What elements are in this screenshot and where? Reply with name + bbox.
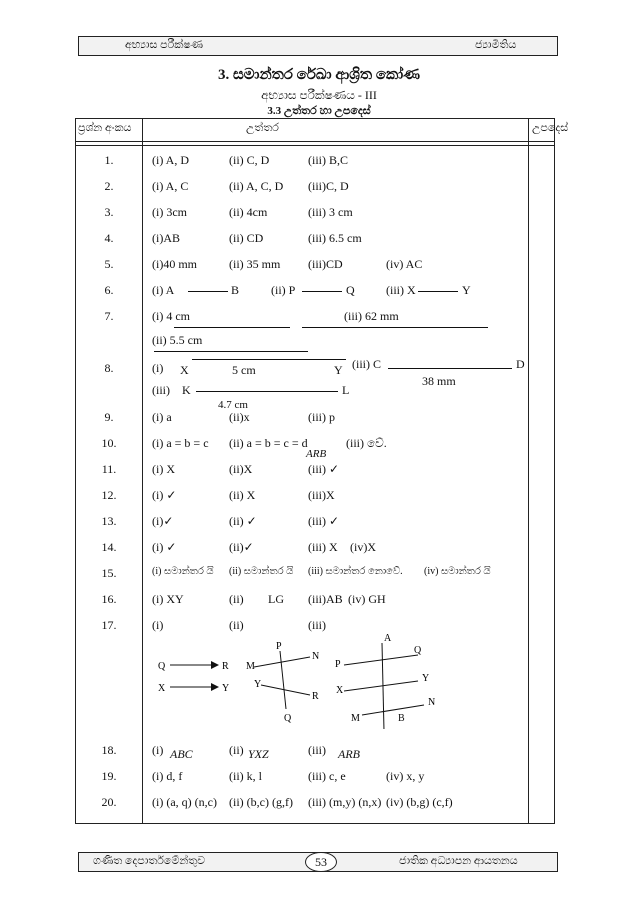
answer-text: 4.7 cm bbox=[218, 399, 248, 411]
answer-text: (ii) P bbox=[271, 283, 296, 297]
answer-text: 38 mm bbox=[422, 374, 456, 388]
answer-text: D bbox=[516, 357, 525, 371]
answer-text: (ii)X bbox=[229, 462, 253, 476]
table-row bbox=[76, 566, 554, 586]
answer-table bbox=[75, 118, 569, 824]
answer-text: (i)40 mm bbox=[152, 257, 197, 271]
answer-text: ARB bbox=[338, 747, 360, 761]
fig17-ii-line-yr bbox=[261, 685, 310, 695]
answer-text: X bbox=[180, 363, 189, 377]
answer-text: (ii) bbox=[229, 592, 244, 606]
question-number: 1. bbox=[104, 153, 114, 167]
question-number: 13. bbox=[101, 514, 117, 528]
question-number: 6. bbox=[104, 283, 114, 297]
answer-text: (ii) 35 mm bbox=[229, 257, 281, 271]
table-row bbox=[76, 795, 554, 815]
answer-text: (iv) AC bbox=[386, 257, 423, 271]
answer-text: (iv)X bbox=[350, 540, 376, 554]
answer-text: (i) (a, q) (n,c) bbox=[152, 795, 217, 809]
segment-xy-5cm bbox=[192, 359, 346, 360]
answer-text: LG bbox=[268, 592, 284, 606]
answer-text: (i) X bbox=[152, 462, 175, 476]
table-row bbox=[76, 743, 554, 763]
answer-text: (iii) ✓ bbox=[308, 462, 340, 476]
answer-text: (ii) bbox=[229, 618, 244, 632]
answer-text: (iv) GH bbox=[348, 592, 386, 606]
table-row bbox=[76, 231, 554, 251]
question-number: 11. bbox=[101, 462, 117, 476]
table-row bbox=[76, 592, 554, 612]
answer-text: Y bbox=[422, 673, 430, 684]
answer-text: (iii)C, D bbox=[308, 179, 349, 193]
answer-text: Q bbox=[284, 713, 292, 724]
segment-pq bbox=[302, 291, 342, 292]
question-number: 10. bbox=[101, 436, 117, 450]
page-footer bbox=[78, 852, 558, 872]
answer-text: X bbox=[336, 685, 344, 696]
table-row bbox=[76, 257, 554, 277]
answer-text: P bbox=[276, 641, 282, 652]
table-row bbox=[76, 153, 554, 173]
question-number: 19. bbox=[101, 769, 117, 783]
answer-text: B bbox=[231, 283, 240, 297]
question-number: 3. bbox=[104, 205, 114, 219]
answer-text: (iv) (b,g) (c,f) bbox=[386, 795, 453, 809]
question-number: 9. bbox=[104, 410, 114, 424]
question-number: 12. bbox=[101, 488, 117, 502]
table-row bbox=[76, 309, 554, 329]
question-number: 7. bbox=[104, 309, 114, 323]
answer-text: (i) A bbox=[152, 283, 175, 297]
question-number: 15. bbox=[101, 566, 117, 580]
answer-text: (i) 4 cm bbox=[152, 309, 190, 323]
answer-text: (i) 3cm bbox=[152, 205, 187, 219]
header-right: ජ්‍යාමිතිය bbox=[475, 39, 517, 51]
answer-text: (ii) X bbox=[229, 488, 256, 502]
segment-kl bbox=[196, 391, 338, 392]
col-answer: උත්තර bbox=[246, 122, 279, 134]
page-title: 3. සමාන්තර රේඛා ආශ්‍රිත කෝණ bbox=[217, 67, 421, 83]
answer-text: Q bbox=[414, 645, 422, 656]
answer-text: (i) a bbox=[152, 410, 172, 424]
answer-text: (iii) වේ. bbox=[346, 436, 387, 450]
answer-text: (iv) සමාන්තර යි bbox=[424, 566, 491, 577]
answer-text: 5 cm bbox=[232, 363, 256, 377]
answer-text: (iii) X bbox=[308, 540, 338, 554]
section-title: 3.3 උත්තර හා උපදෙස් bbox=[267, 105, 371, 117]
answer-text: (iii)X bbox=[308, 488, 335, 502]
fig17-iii-line-xy bbox=[344, 681, 418, 691]
answer-text: (iii)AB bbox=[308, 592, 343, 606]
question-number: 20. bbox=[101, 795, 117, 809]
answer-text: (ii) 4cm bbox=[229, 205, 268, 219]
question-number: 16. bbox=[101, 592, 117, 606]
answer-text: (i) a = b = c bbox=[152, 436, 209, 450]
answer-text: (i) A, D bbox=[152, 153, 189, 167]
answer-text: M bbox=[246, 661, 255, 672]
question-number: 18. bbox=[101, 743, 117, 757]
answer-text: Y bbox=[462, 283, 471, 297]
col-notes: උපදෙස් bbox=[532, 122, 569, 134]
header-left: අභ්‍යාස පරීක්ෂණ bbox=[125, 39, 204, 51]
answer-text: N bbox=[312, 651, 320, 662]
answer-text: (iii) bbox=[152, 383, 170, 397]
answer-text: (i) d, f bbox=[152, 769, 183, 783]
answer-text: (i) සමාන්තර යි bbox=[152, 566, 214, 577]
answer-text: A bbox=[384, 633, 392, 644]
segment-5-5cm bbox=[154, 351, 308, 352]
answer-text: (iii) ✓ bbox=[308, 514, 340, 528]
answer-text: (iii) (m,y) (n,x) bbox=[308, 795, 382, 809]
table-row bbox=[76, 357, 554, 388]
answer-text: M bbox=[351, 713, 360, 724]
answer-text: (ii) A, C, D bbox=[229, 179, 284, 193]
answer-text: (ii)x bbox=[229, 410, 250, 424]
table-row bbox=[76, 333, 554, 353]
question-number: 2. bbox=[104, 179, 114, 193]
answer-text: (iii) bbox=[308, 743, 326, 757]
footer-left: ගණිත දෙපාර්තමේන්තුව bbox=[93, 855, 206, 867]
fig17-ii-line-pq bbox=[280, 651, 286, 709]
fig17-iii-line-mn bbox=[362, 705, 424, 715]
answer-text: (ii)✓ bbox=[229, 540, 254, 554]
page-subtitle: අභ්‍යාස පරීක්ෂණය - III bbox=[261, 88, 377, 102]
answer-text: (i) ✓ bbox=[152, 488, 177, 502]
answer-text: (iii) c, e bbox=[308, 769, 346, 783]
answer-text: (i)AB bbox=[152, 231, 180, 245]
answer-text: (ii) 5.5 cm bbox=[152, 333, 203, 347]
answer-text: (iii) p bbox=[308, 410, 335, 424]
answer-text: (i) ✓ bbox=[152, 540, 177, 554]
answer-text: ARB bbox=[306, 448, 327, 460]
answer-text: (iii)CD bbox=[308, 257, 343, 271]
question-number: 17. bbox=[101, 618, 117, 632]
answer-text: (iii) bbox=[308, 618, 326, 632]
table-row bbox=[76, 436, 554, 460]
answer-text: (iii) C bbox=[352, 357, 381, 371]
fig17-i-label: R bbox=[222, 661, 229, 672]
fig17-i-label: X bbox=[158, 683, 166, 694]
table-row bbox=[76, 205, 554, 225]
answer-text: (iv) x, y bbox=[386, 769, 425, 783]
table-row bbox=[76, 410, 554, 430]
answer-text: (iii) 6.5 cm bbox=[308, 231, 362, 245]
answer-text: ABC bbox=[170, 747, 193, 761]
question-number: 8. bbox=[104, 361, 114, 375]
answer-text: (ii) ✓ bbox=[229, 514, 257, 528]
answer-text: (ii) CD bbox=[229, 231, 264, 245]
segment-cd bbox=[388, 368, 512, 369]
table-row bbox=[76, 514, 554, 534]
answer-text: N bbox=[428, 697, 436, 708]
fig17-i-label: Q bbox=[158, 661, 166, 672]
answer-text: (i) bbox=[152, 361, 164, 375]
table-row bbox=[76, 769, 554, 789]
answer-text: (ii) සමාන්තර යි bbox=[229, 566, 294, 577]
answer-text: L bbox=[342, 383, 350, 397]
question-number: 14. bbox=[101, 540, 117, 554]
answer-text: (i)✓ bbox=[152, 514, 174, 528]
segment-ab bbox=[188, 291, 228, 292]
answer-text: (ii) a = b = c = d bbox=[229, 436, 308, 450]
answer-text: (i) A, C bbox=[152, 179, 189, 193]
segment-4cm bbox=[174, 327, 290, 328]
fig17-iii-line-pq bbox=[344, 655, 418, 665]
table-row bbox=[76, 540, 554, 560]
answer-text: (ii) (b,c) (g,f) bbox=[229, 795, 293, 809]
answer-text: (iii) 62 mm bbox=[344, 309, 399, 323]
segment-xy bbox=[418, 291, 458, 292]
answer-text: P bbox=[335, 659, 341, 670]
col-question-no: ප්‍රශ්න අංකය bbox=[78, 122, 132, 134]
table-row bbox=[76, 383, 554, 411]
answer-text: Y bbox=[334, 363, 343, 377]
answer-text: (ii) C, D bbox=[229, 153, 270, 167]
answer-text: (iii) 3 cm bbox=[308, 205, 353, 219]
answer-text: (i) bbox=[152, 743, 164, 757]
table-row bbox=[76, 179, 554, 199]
answer-text: (iii) සමාන්තර නොවේ. bbox=[308, 566, 403, 577]
fig17-i-label: Y bbox=[222, 683, 230, 694]
answer-text: (ii) bbox=[229, 743, 244, 757]
answer-text: (ii) k, l bbox=[229, 769, 262, 783]
table-row bbox=[76, 488, 554, 508]
footer-right: ජාතික අධ්‍යාපන ආයතනය bbox=[399, 855, 518, 867]
answer-text: Q bbox=[346, 283, 355, 297]
page-number: 53 bbox=[305, 852, 337, 872]
table-row bbox=[76, 283, 554, 303]
answer-text: K bbox=[182, 383, 191, 397]
segment-62mm bbox=[302, 327, 488, 328]
answer-text: (i) XY bbox=[152, 592, 184, 606]
page-header bbox=[78, 36, 558, 56]
answer-text: YXZ bbox=[248, 747, 269, 761]
answer-text: (i) bbox=[152, 618, 164, 632]
table-row bbox=[76, 462, 554, 482]
answer-text: (iii) B,C bbox=[308, 153, 349, 167]
answer-text: (iii) X bbox=[386, 283, 416, 297]
question-number: 4. bbox=[104, 231, 114, 245]
answer-text: R bbox=[312, 691, 319, 702]
answer-text: Y bbox=[254, 679, 262, 690]
fig17-iii-label: B bbox=[398, 713, 405, 724]
question-number: 5. bbox=[104, 257, 114, 271]
